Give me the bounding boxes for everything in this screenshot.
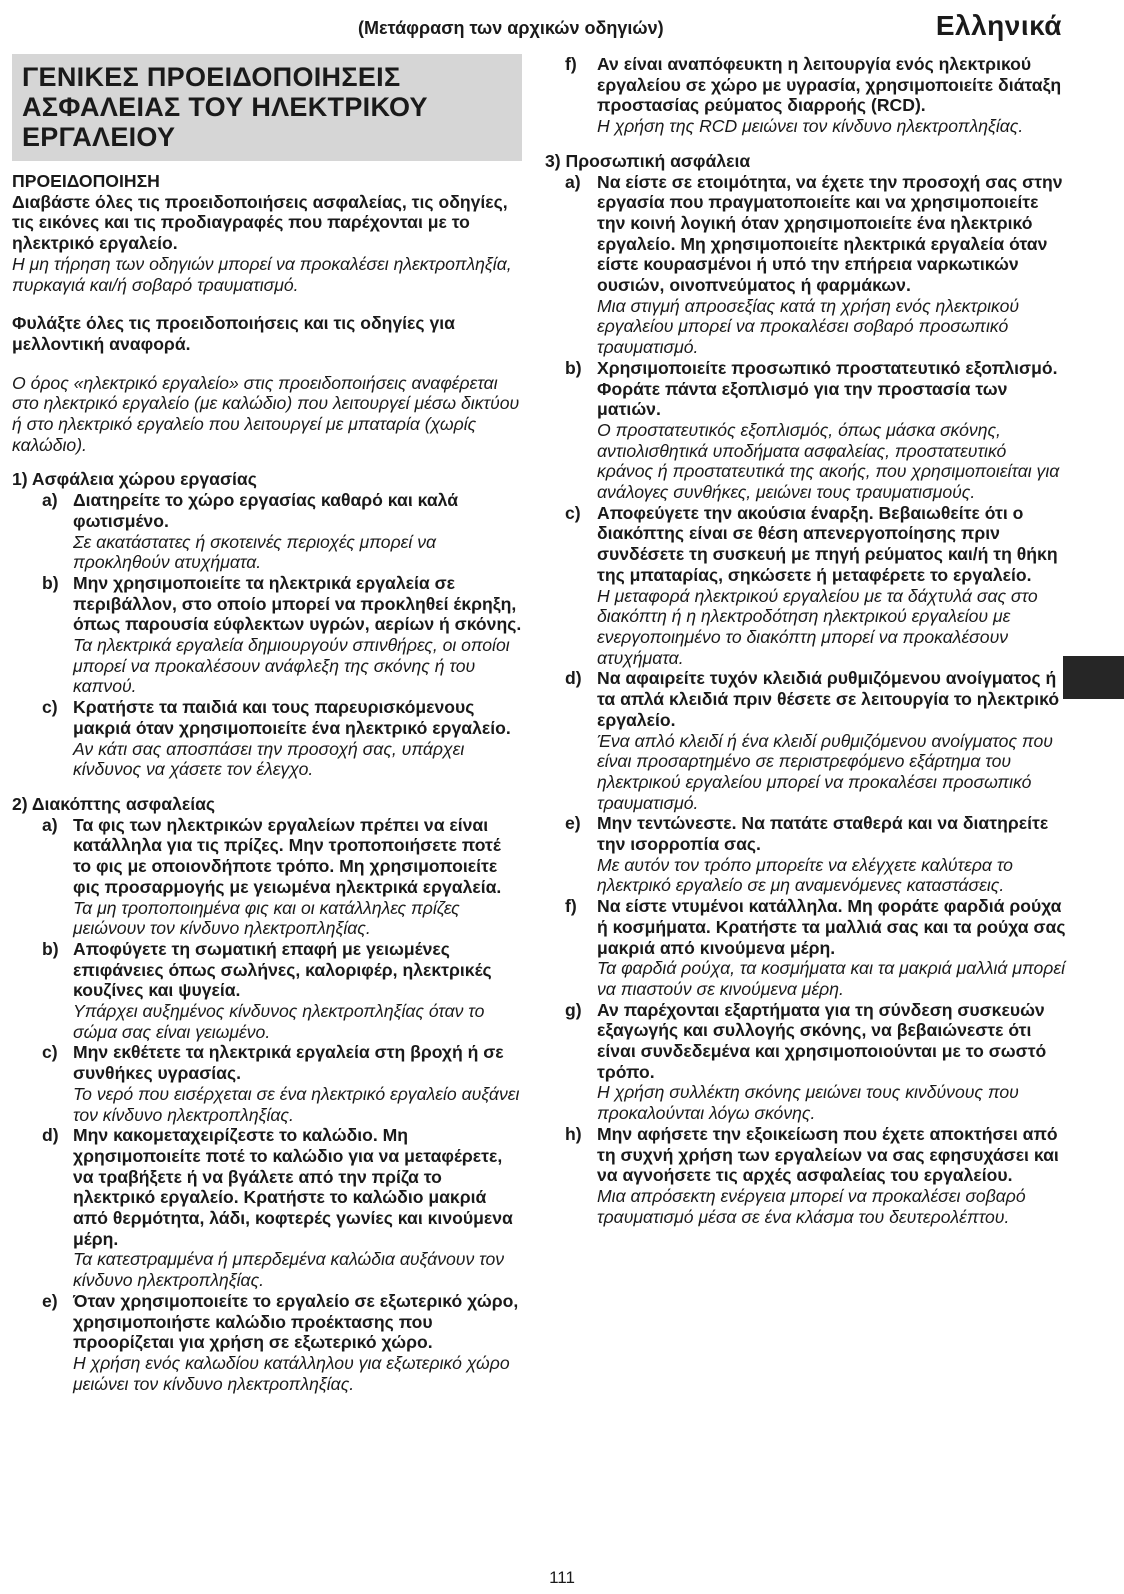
page-number: 111 (549, 1568, 575, 1587)
list-item (545, 1124, 1067, 1228)
item-label: c) (42, 697, 58, 718)
list-item (545, 813, 1067, 896)
item-note: Τα ηλεκτρικά εργαλεία δημιουργούν σπινθήρες, οι οποίοι μπορεί να προκαλέσουν ανάφλεξη της σκόνης ή του καπνού. (73, 635, 510, 697)
item-text: Να αφαιρείτε τυχόν κλειδιά ρυθμιζόμενου ανοίγματος ή τα απλά κλειδιά πριν θέσετε σε λειτουργία το ηλεκτρικό εργαλείο. (597, 668, 1060, 730)
list-item (12, 1042, 522, 1125)
item-label: a) (42, 490, 58, 511)
item-label: g) (565, 999, 582, 1020)
item-text: Να είστε σε ετοιμότητα, να έχετε την προσοχή σας στην εργασία που πραγματοποιείτε και να χρησιμοποιείτε την κοινή λογική όταν χρησιμοποιείτε ένα ηλεκτρικό εργαλείο. Μη χρησιμοποιείτε ηλεκτρικά εργαλεία όταν είστε κουρασμένοι ή υπό την επήρεια ναρκωτικών ουσιών, οινοπνεύματος ή φαρμάκων. (597, 171, 1063, 296)
list-item (545, 503, 1067, 669)
item-text: Αν παρέχονται εξαρτήματα για τη σύνδεση συσκευών εξαγωγής και συλλογής σκόνης, να βεβαιώνεστε ότι είναι συνδεδεμένα και χρησιμοποιούνται με το σωστό τρόπο. (597, 999, 1047, 1082)
list-item (12, 490, 522, 573)
list-item (545, 54, 1067, 137)
item-text: Αποφύγετε τη σωματική επαφή με γειωμένες επιφάνειες όπως σωλήνες, καλοριφέρ, ηλεκτρικές κουζίνες και ψυγεία. (73, 938, 492, 1001)
section-heading: 2) Διακόπτης ασφαλείας (12, 793, 216, 814)
item-text: Διατηρείτε το χώρο εργασίας καθαρό και καλά φωτισμένο. (73, 490, 459, 531)
item-note: Ένα απλό κλειδί ή ένα κλειδί ρυθμιζόμενου ανοίγματος που είναι προσαρτημένο σε περιστρεφόμενο εξάρτημα του ηλεκτρικού εργαλείου μπορεί να προκαλέσει προσωπικό τραυματισμό. (597, 730, 1053, 813)
item-text: Μην κακομεταχειρίζεστε το καλώδιο. Μη χρησιμοποιείτε ποτέ το καλώδιο για να μεταφέρετε, να τραβήξετε ή να βγάλετε από την πρίζα το ηλεκτρικό εργαλείο. Κρατήστε το καλώδιο μακριά από θερμότητα, λάδι, κοφτερές γωνίες και κινούμενα μέρη. (73, 1125, 513, 1249)
list-item (545, 358, 1067, 503)
item-label: e) (565, 813, 581, 834)
item-label: f) (565, 896, 577, 917)
item-note: Σε ακατάστατες ή σκοτεινές περιοχές μπορεί να προκληθούν ατυχήματα. (73, 531, 437, 573)
right-column (545, 54, 1067, 1227)
list-item (12, 1291, 522, 1395)
item-label: f) (565, 54, 577, 74)
item-label: b) (42, 938, 59, 959)
item-note: Ο προστατευτικός εξοπλισμός, όπως μάσκα σκόνης, αντιολισθητικά υποδήματα ασφαλείας, προστατευτικό κράνος ή προστατευτικά της ακοής, που χρησιμοποιείται για ανάλογες συνθήκες, μειώνει τους τραυματισμούς. (597, 419, 1060, 503)
item-label: d) (565, 668, 582, 689)
list-item (545, 1000, 1067, 1124)
item-note: Η χρήση της RCD μειώνει τον κίνδυνο ηλεκτροπληξίας. (597, 116, 1024, 137)
item-label: a) (565, 171, 581, 192)
item-note: Μια απρόσεκτη ενέργεια μπορεί να προκαλέσει σοβαρό τραυματισμό μέσα σε ένα κλάσμα του δευτερολέπτου. (597, 1185, 1026, 1227)
warning-text: Διαβάστε όλες τις προειδοποιήσεις ασφαλείας, τις οδηγίες, τις εικόνες και τις προδιαγραφές που παρέχονται με το ηλεκτρικό εργαλείο. (12, 191, 508, 254)
item-note: Τα κατεστραμμένα ή μπερδεμένα καλώδια αυξάνουν τον κίνδυνο ηλεκτροπληξίας. (73, 1249, 505, 1291)
list-item (12, 1125, 522, 1291)
item-label: c) (42, 1042, 58, 1063)
item-note: Τα μη τροποποιημένα φις και οι κατάλληλες πρίζες μειώνουν τον κίνδυνο ηλεκτροπληξίας. (73, 897, 460, 939)
list-item (12, 573, 522, 697)
list-item (545, 896, 1067, 1000)
item-text: Μην τεντώνεστε. Να πατάτε σταθερά και να διατηρείτε την ισορροπία σας. (597, 813, 1049, 855)
item-text: Τα φις των ηλεκτρικών εργαλείων πρέπει να είναι κατάλληλα για τις πρίζες. Μην τροποποιήσετε ποτέ το φις με οποιονδήποτε τρόπο. Μη χρησιμοποιείτε φις προσαρμογής με γειωμένα ηλεκτρικά εργαλεία. (73, 814, 502, 897)
item-note: Αν κάτι σας αποσπάσει την προσοχή σας, υπάρχει κίνδυνος να χάσετε τον έλεγχο. (73, 738, 465, 780)
item-note: Η χρήση ενός καλωδίου κατάλληλου για εξωτερικό χώρο μειώνει τον κίνδυνο ηλεκτροπληξίας. (73, 1352, 510, 1394)
list-item (12, 939, 522, 1043)
left-column (12, 54, 522, 1394)
item-text: Να είστε ντυμένοι κατάλληλα. Μη φοράτε φαρδιά ρούχα ή κοσμήματα. Κρατήστε τα μαλλιά σας και τα ρούχα σας μακριά από κινούμενα μέρη. (597, 896, 1066, 958)
item-label: e) (42, 1290, 58, 1311)
item-text: Κρατήστε τα παιδιά και τους παρευρισκόμενους μακριά όταν χρησιμοποιείτε ένα ηλεκτρικό εργαλείο. (73, 697, 511, 738)
item-text: Αποφεύγετε την ακούσια έναρξη. Βεβαιωθείτε ότι ο διακόπτης είναι σε θέση απενεργοποίησης πριν συνδέσετε τη συσκευή με πηγή ρεύματος και/ή τη θήκη της μπαταρίας, σηκώσετε ή μεταφέρετε το εργαλείο. (597, 502, 1058, 585)
item-note: Το νερό που εισέρχεται σε ένα ηλεκτρικό εργαλείο αυξάνει τον κίνδυνο ηλεκτροπληξίας. (73, 1083, 520, 1125)
term-definition: Ο όρος «ηλεκτρικό εργαλείο» στις προειδοποιήσεις αναφέρεται στο ηλεκτρικό εργαλείο (με καλώδιο) που λειτουργεί μέσω δικτύου ή στο ηλεκτρικό εργαλείο που λειτουργεί με μπαταρία (χωρίς καλώδιο). (12, 372, 520, 455)
translation-note: (Μετάφραση των αρχικών οδηγιών) (358, 18, 664, 38)
language-thumb-tab (1063, 656, 1124, 699)
item-label: h) (565, 1123, 582, 1144)
item-text: Μην εκθέτετε τα ηλεκτρικά εργαλεία στη βροχή ή σε συνθήκες υγρασίας. (73, 1042, 504, 1084)
warning-heading: ΠΡΟΕΙΔΟΠΟΙΗΣΗ (12, 171, 160, 191)
item-label: c) (565, 502, 581, 523)
section-heading: 1) Ασφάλεια χώρου εργασίας (12, 469, 257, 490)
title-box (12, 54, 522, 161)
item-note: Υπάρχει αυξημένος κίνδυνος ηλεκτροπληξίας όταν το σώμα σας είναι γειωμένο. (73, 1001, 485, 1042)
page-header (0, 10, 1124, 44)
list-item (545, 172, 1067, 358)
item-note: Η χρήση συλλέκτη σκόνης μειώνει τους κινδύνους που προκαλούνται λόγω σκόνης. (597, 1082, 1019, 1124)
item-label: d) (42, 1125, 59, 1146)
section-heading: 3) Προσωπική ασφάλεια (545, 150, 751, 171)
item-text: Όταν χρησιμοποιείτε το εργαλείο σε εξωτερικό χώρο, χρησιμοποιήστε καλώδιο προέκτασης που προορίζεται για χρήση σε εξωτερικό χώρο. (73, 1290, 519, 1353)
keep-instructions: Φυλάξτε όλες τις προειδοποιήσεις και τις οδηγίες για μελλοντική αναφορά. (12, 313, 455, 354)
item-note: Η μεταφορά ηλεκτρικού εργαλείου με τα δάχτυλά σας στο διακόπτη ή η ηλεκτροδότηση ηλεκτρικού εργαλείου με ενεργοποιημένο το διακόπτη μπορεί να προκαλέσουν ατυχήματα. (597, 585, 1038, 668)
item-label: b) (565, 357, 582, 378)
warning-consequence: Η μη τήρηση των οδηγιών μπορεί να προκαλέσει ηλεκτροπληξία, πυρκαγιά και/ή σοβαρό τραυματισμό. (12, 253, 512, 295)
list-item (12, 697, 522, 780)
item-note: Μια στιγμή απροσεξίας κατά τη χρήση ενός ηλεκτρικού εργαλείου μπορεί να προκαλέσει σοβαρό προσωπικό τραυματισμό. (597, 295, 1020, 358)
item-text: Μην χρησιμοποιείτε τα ηλεκτρικά εργαλεία σε περιβάλλον, στο οποίο μπορεί να προκληθεί έκρηξη, όπως παρουσία εύφλεκτων υγρών, αερίων ή σκόνης. (73, 572, 522, 635)
item-label: a) (42, 814, 58, 835)
item-text: Αν είναι αναπόφευκτη η λειτουργία ενός ηλεκτρικού εργαλείου σε χώρο με υγρασία, χρησιμοποιείτε διάταξη προστασίας ρεύματος διαρροής (RCD). (597, 54, 1062, 116)
item-text: Χρησιμοποιείτε προσωπικό προστατευτικό εξοπλισμό. Φοράτε πάντα εξοπλισμό για την προστασία των ματιών. (597, 357, 1058, 420)
page-title: ΓΕΝΙΚΕΣ ΠΡΟΕΙΔΟΠΟΙΗΣΕΙΣ ΑΣΦΑΛΕΙΑΣ ΤΟΥ ΗΛΕΚΤΡΙΚΟΥ ΕΡΓΑΛΕΙΟΥ (22, 62, 428, 152)
list-item (12, 815, 522, 939)
item-label: b) (42, 572, 59, 593)
list-item (545, 668, 1067, 813)
language-label: Ελληνικά (935, 10, 1062, 41)
item-note: Με αυτόν τον τρόπο μπορείτε να ελέγχετε καλύτερα το ηλεκτρικό εργαλείο σε μη αναμενόμενες καταστάσεις. (597, 854, 1013, 896)
item-note: Τα φαρδιά ρούχα, τα κοσμήματα και τα μακριά μαλλιά μπορεί να πιαστούν σε κινούμενα μέρη. (597, 958, 1066, 999)
item-text: Μην αφήσετε την εξοικείωση που έχετε αποκτήσει από τη συχνή χρήση των εργαλείων να σας εφησυχάσει και να αγνοήσετε τις αρχές ασφαλείας του εργαλείου. (597, 1123, 1059, 1186)
